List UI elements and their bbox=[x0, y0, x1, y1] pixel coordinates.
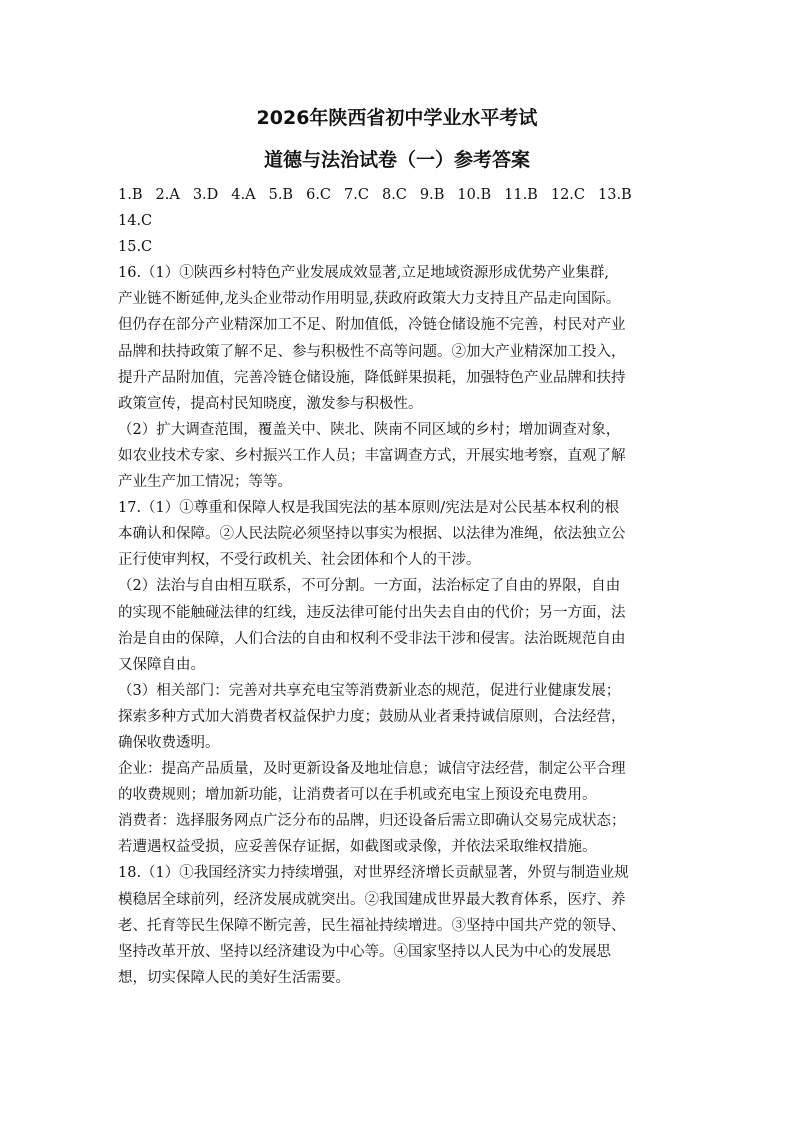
choice-answer: 6.C bbox=[306, 187, 332, 203]
text-line: 产业生产加工情况；等等。 bbox=[118, 474, 292, 491]
text-line: 本确认和保障。②人民法院必须坚持以事实为根据、以法律为准绳，依法独立公 bbox=[118, 526, 626, 543]
text-line: 老、托育等民生保障不断完善，民生福祉持续增进。③坚持中国共产党的领导、 bbox=[118, 917, 626, 934]
text-line: 品牌和扶持政策了解不足、参与积极性不高等问题。②加大产业精深加工投入， bbox=[118, 343, 626, 360]
text-line: 政策宣传，提高村民知晓度，激发参与积极性。 bbox=[118, 395, 423, 412]
text-line: 又保障自由。 bbox=[118, 656, 205, 673]
choice-answer: 9.B bbox=[419, 187, 445, 203]
text-line: 的收费规则；增加新功能，让消费者可以在手机或充电宝上预设充电费用。 bbox=[118, 787, 597, 804]
text-line: 若遭遇权益受损，应妥善保存证据，如截图或录像，并依法采取维权措施。 bbox=[118, 839, 597, 856]
answer-body bbox=[118, 182, 692, 991]
text-line: 想，切实保障人民的美好生活需要。 bbox=[118, 969, 350, 986]
text-line: 16.（1）①陕西乡村特色产业发展成效显著,立足地域资源形成优势产业集群, bbox=[118, 265, 610, 282]
text-line: 的实现不能触碰法律的红线，违反法律可能付出失去自由的代价；另一方面，法 bbox=[118, 604, 626, 621]
text-line: 企业：提高产品质量，及时更新设备及地址信息；诚信守法经营，制定公平合理 bbox=[118, 761, 626, 778]
choice-answer: 8.C bbox=[381, 187, 407, 203]
choice-answer: 3.D bbox=[192, 187, 219, 203]
choice-answer: 4.A bbox=[231, 187, 256, 203]
text-line: 消费者：选择服务网点广泛分布的品牌，归还设备后需立即确认交易完成状态； bbox=[118, 813, 626, 830]
text-line: 18.（1）①我国经济实力持续增强，对世界经济增长贡献显著，外贸与制造业规 bbox=[118, 865, 629, 882]
choice-answer: 13.B bbox=[598, 187, 632, 203]
choice-answer: 7.C bbox=[344, 187, 369, 203]
text-line: 但仍存在部分产业精深加工不足、附加值低，冷链仓储设施不完善，村民对产业 bbox=[118, 317, 626, 334]
text-line: 正行使审判权，不受行政机关、社会团体和个人的干涉。 bbox=[118, 552, 481, 569]
text-line: 如农业技术专家、乡村振兴工作人员；丰富调查方式，开展实地考察，直观了解 bbox=[118, 447, 626, 464]
text-line: 提升产品附加值，完善冷链仓储设施，降低鲜果损耗，加强特色产业品牌和扶持 bbox=[118, 369, 626, 386]
answer-key-subtitle: 道德与法治试卷（一）参考答案 bbox=[263, 149, 530, 171]
text-line: 探索多种方式加大消费者权益保护力度；鼓励从业者秉持诚信原则，合法经营， bbox=[118, 708, 626, 725]
choice-answer: 5.B bbox=[268, 187, 294, 203]
text-line: 确保收费透明。 bbox=[118, 734, 220, 751]
text-line: 治是自由的保障，人们合法的自由和权利不受非法干涉和侵害。法治既规范自由 bbox=[118, 630, 626, 647]
choice-answer: 12.C bbox=[550, 187, 585, 203]
choice-answer: 2.A bbox=[155, 187, 180, 203]
text-line: （3）相关部门：完善对共享充电宝等消费新业态的规范，促进行业健康发展； bbox=[118, 682, 621, 699]
text-line: 模稳居全球前列，经济发展成就突出。②我国建成世界最大教育体系，医疗、养 bbox=[118, 891, 626, 908]
text-line: 产业链不断延伸,龙头企业带动作用明显,获政府政策大力支持且产品走向国际。 bbox=[118, 291, 621, 308]
text-line: 17.（1）①尊重和保障人权是我国宪法的基本原则/宪法是对公民基本权利的根 bbox=[118, 500, 620, 517]
choice-answers-row bbox=[118, 182, 692, 208]
choice-answer: 10.B bbox=[457, 187, 492, 203]
text-line: 坚持改革开放、坚持以经济建设为中心等。④国家坚持以人民为中心的发展思 bbox=[118, 943, 611, 960]
text-line: 15.C bbox=[118, 239, 153, 256]
exam-title: 2026年陕西省初中学业水平考试 bbox=[256, 107, 538, 129]
choice-answer: 1.B bbox=[118, 187, 143, 203]
text-line: 14.C bbox=[118, 213, 153, 230]
text-line: （2）法治与自由相互联系，不可分割。一方面，法治标定了自由的界限，自由 bbox=[118, 578, 621, 595]
text-line: （2）扩大调查范围，覆盖关中、陕北、陕南不同区域的乡村；增加调查对象， bbox=[118, 421, 621, 438]
choice-answer: 11.B bbox=[504, 187, 538, 203]
